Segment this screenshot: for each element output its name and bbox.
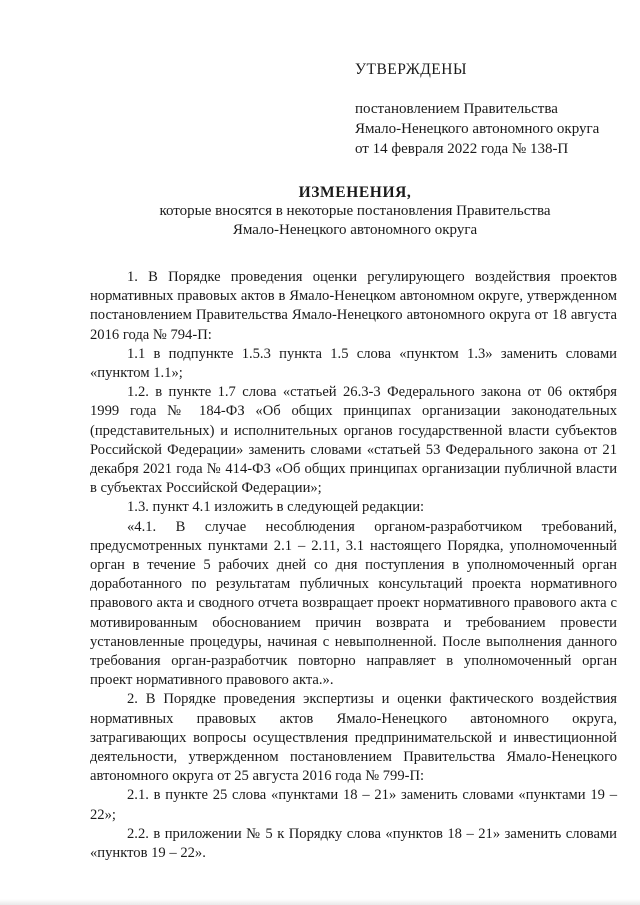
paragraph-2: 2. В Порядке проведения экспертизы и оценки фактического воздействия нормативных правовых актов Ямало-Ненецкого автономного округа, затрагивающих вопросы осуществления предпринимательской и инвестиционной деятельности, утвержденном постановлением Правительства Ямало-Ненецкого автономного округа от 25 августа 2016 года № 799-П: [90, 691, 617, 785]
document-subtitle-line-2: Ямало-Ненецкого автономного округа [232, 222, 478, 238]
scan-bottom-edge [0, 899, 640, 905]
approval-heading: УТВЕРЖДЕНЫ [355, 61, 467, 78]
paragraph-4-1-quote: «4.1. В случае несоблюдения органом-разработчиком требований, предусмотренных пунктами 2.1 – 2.11, 3.1 настоящего Порядка, уполномоченный орган в течение 5 рабочих дней со дня поступления в уполномоченный орган доработанного по результатам публичных консультаций проекта нормативного правового акта и сводного отчета возвращает проект нормативного правового акта с мотивированным обоснованием причин возврата и требованием провести установленные процедуры, начиная с невыполненной. После выполнения данного требования орган-разработчик повторно направляет в уполномоченный орган проект нормативного правового акта.». [90, 518, 617, 689]
paragraph-1-3: 1.3. пункт 4.1 изложить в следующей редакции: [127, 499, 425, 516]
paragraph-2-1: 2.1. в пункте 25 слова «пунктами 18 – 21» заменить словами «пунктами 19 – 22»; [90, 787, 617, 823]
approval-line-3: от 14 февраля 2022 года № 138-П [355, 141, 569, 157]
document-title: ИЗМЕНЕНИЯ, [298, 184, 412, 201]
paragraph-2-2: 2.2. в приложении № 5 к Порядку слова «пунктов 18 – 21» заменить словами «пунктов 19 – 22». [90, 825, 617, 862]
approval-block [355, 60, 625, 159]
approval-line-2: Ямало-Ненецкого автономного округа [355, 121, 600, 137]
document-title-block [90, 183, 620, 240]
paragraph-1-1: 1.1 в подпункте 1.5.3 пункта 1.5 слова «пунктом 1.3» заменить словами «пунктом 1.1»; [90, 345, 617, 382]
paragraph-1-2: 1.2. в пункте 1.7 слова «статьей 26.3-3 Федерального закона от 06 октября 1999 года № 184-ФЗ «Об общих принципах организации законодательных (представительных) и исполнительных органов государственной власти субъектов Российской Федерации» заменить словами «статьей 53 Федерального закона от 21 декабря 2021 года № 414-ФЗ «Об общих принципах организации публичной власти в субъектах Российской Федерации»; [90, 384, 617, 497]
paragraph-1: 1. В Порядке проведения оценки регулирующего воздействия проектов нормативных правовых актов в Ямало-Ненецком автономном округе, утвержденном постановлением Правительства Ямало-Ненецкого автономного округа от 18 августа 2016 года № 794-П: [90, 269, 617, 343]
document-subtitle-line-1: которые вносятся в некоторые постановления Правительства [159, 203, 551, 219]
approval-line-1: постановлением Правительства [355, 101, 558, 117]
document-body [90, 268, 617, 863]
